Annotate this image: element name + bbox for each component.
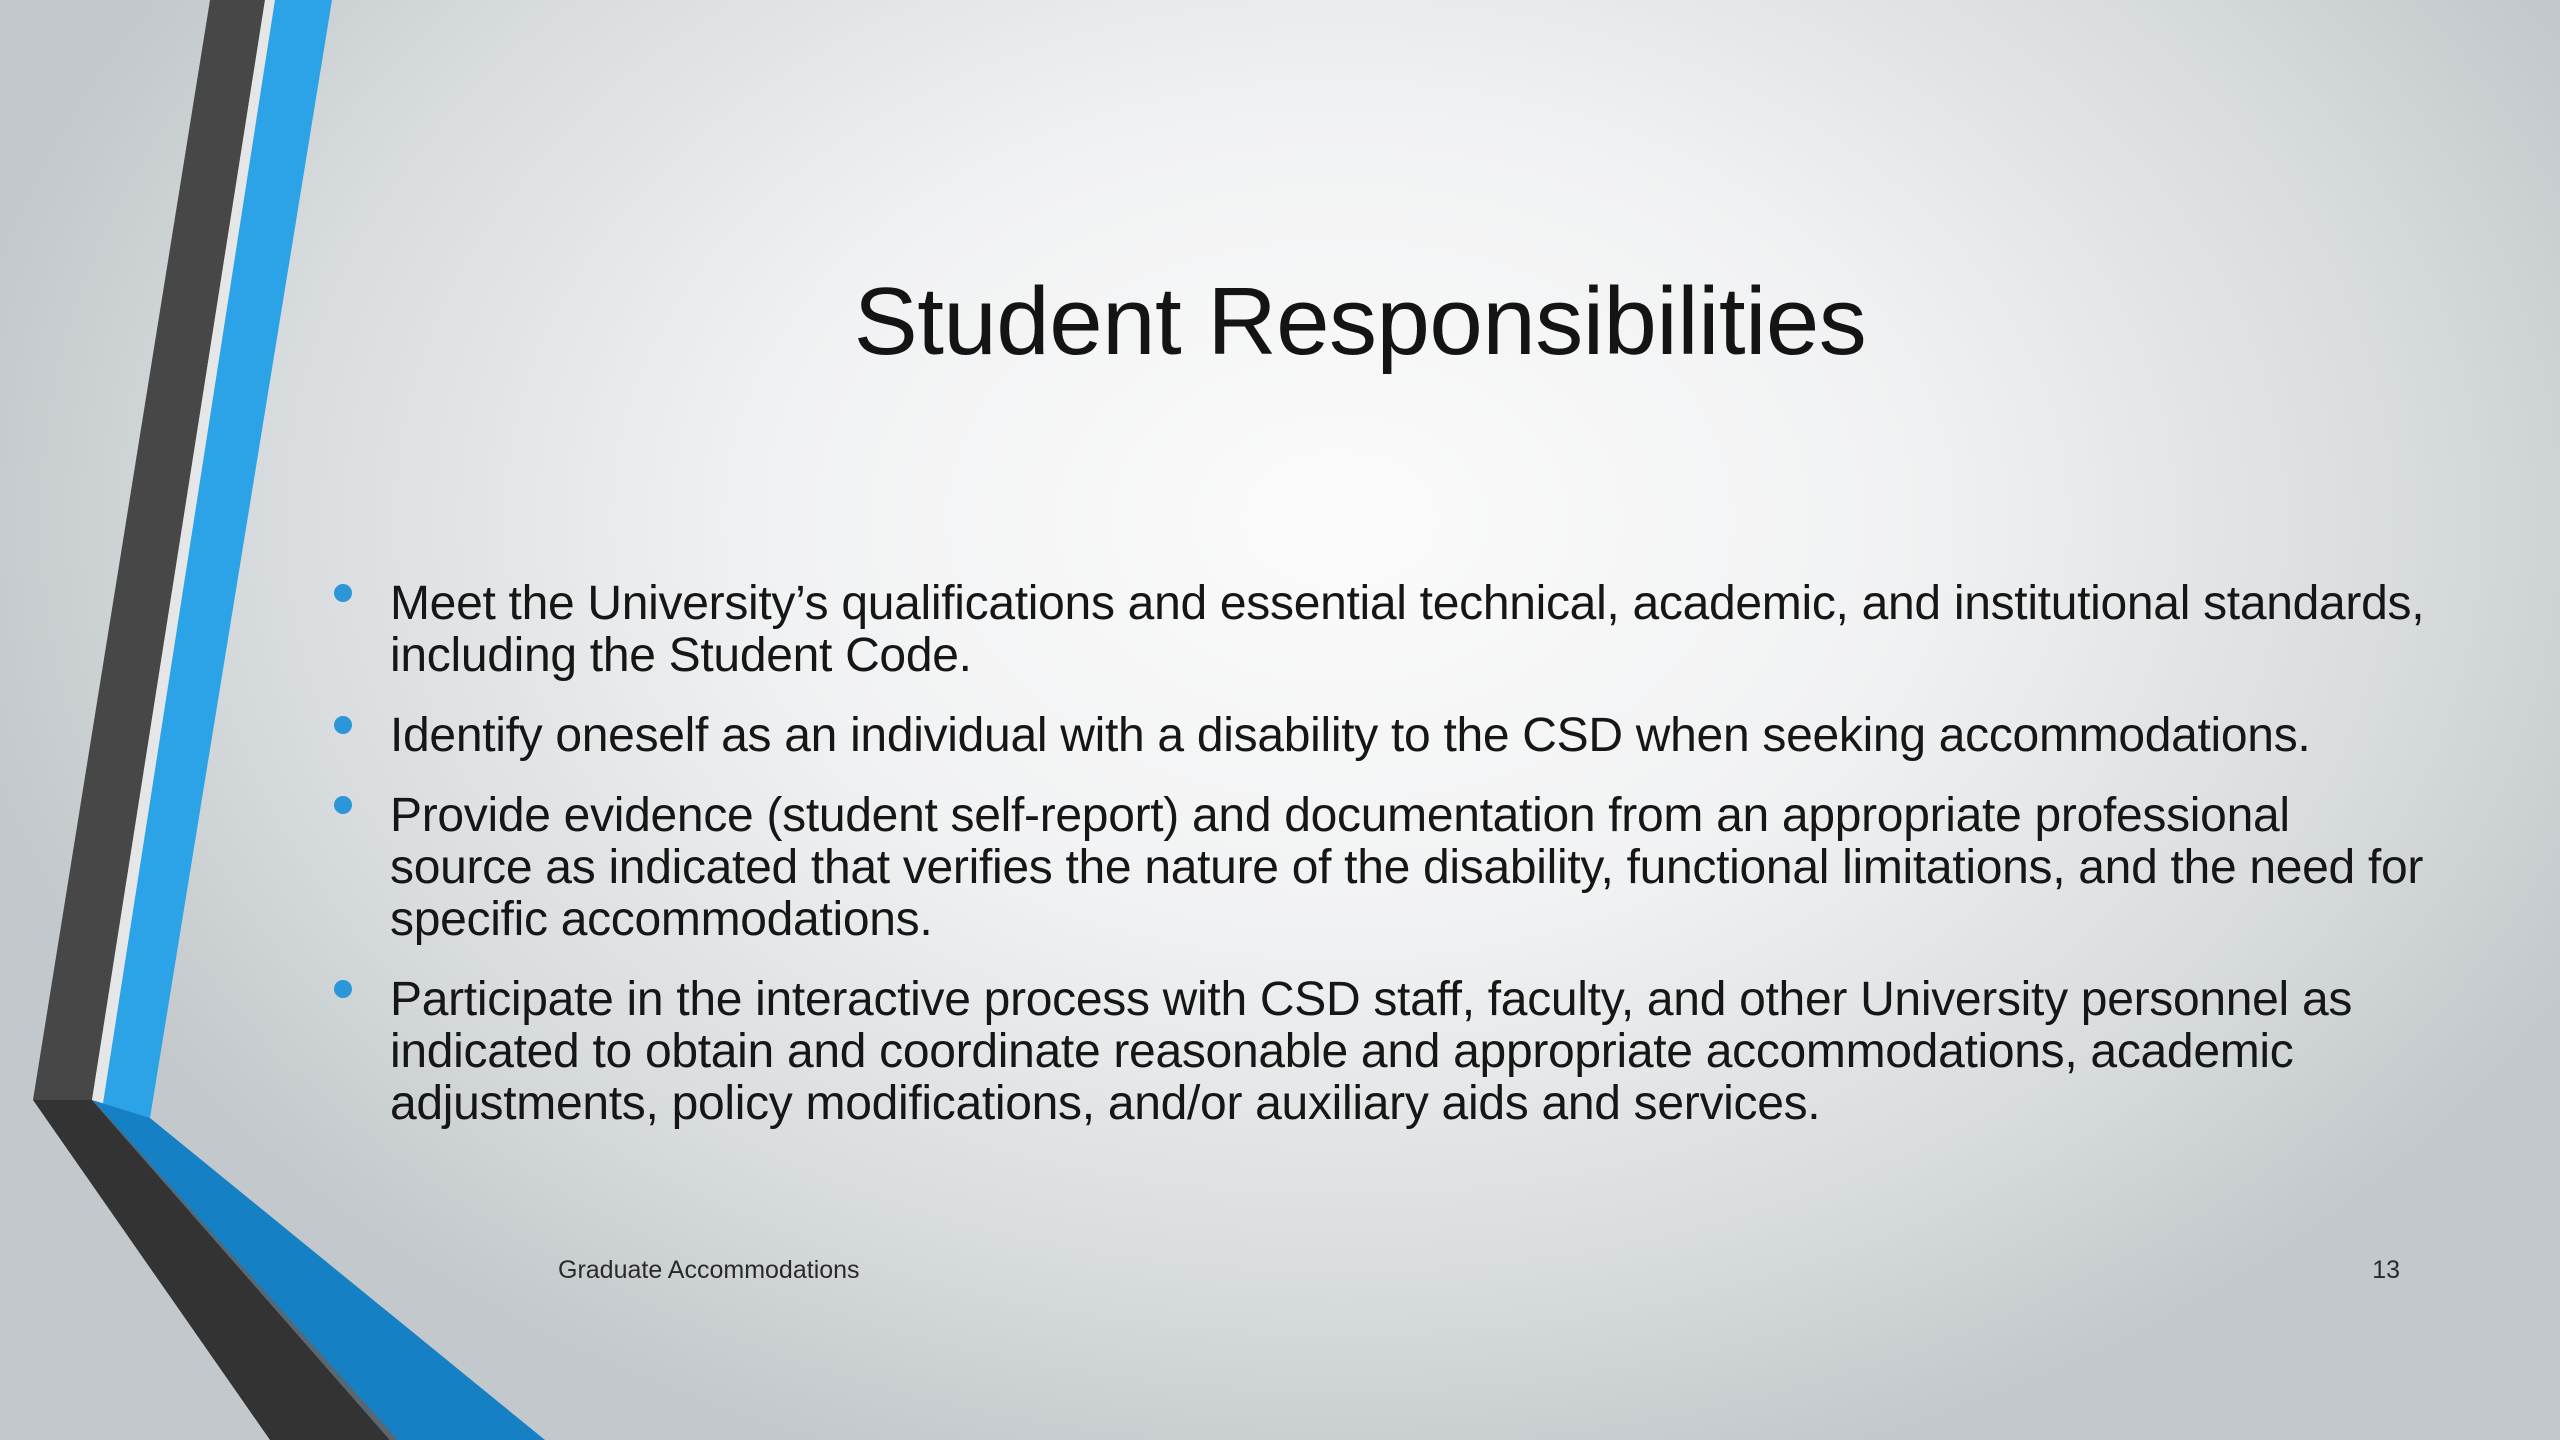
- bullet-text: Meet the University’s qualifications and essential technical, academic, and institutional standards, including the Student Code.: [390, 577, 2425, 682]
- bullet-dot-icon: [334, 796, 352, 814]
- bullet-item: [326, 790, 2426, 946]
- bullet-text: Provide evidence (student self-report) and documentation from an appropriate professional source as indicated that verifies the nature of the disability, functional limitations, and the need for specific accommodations.: [390, 789, 2424, 946]
- slide-title: Student Responsibilities: [853, 268, 1867, 375]
- page-number: 13: [2372, 1256, 2400, 1284]
- bullet-text: Participate in the interactive process with CSD staff, faculty, and other University personnel as indicated to obtain and coordinate reasonable and appropriate accommodations, academic adjustments, policy modifications, and/or auxiliary aids and services.: [390, 973, 2353, 1130]
- bullet-item: [326, 710, 2426, 762]
- bullet-dot-icon: [334, 584, 352, 602]
- bullet-item: [326, 578, 2426, 682]
- bullet-dot-icon: [334, 980, 352, 998]
- footer-text: Graduate Accommodations: [558, 1256, 860, 1284]
- bullet-dot-icon: [334, 716, 352, 734]
- bullet-text: Identify oneself as an individual with a disability to the CSD when seeking accommodations.: [390, 709, 2311, 762]
- bullet-item: [326, 974, 2426, 1130]
- bullet-list: [326, 578, 2426, 1158]
